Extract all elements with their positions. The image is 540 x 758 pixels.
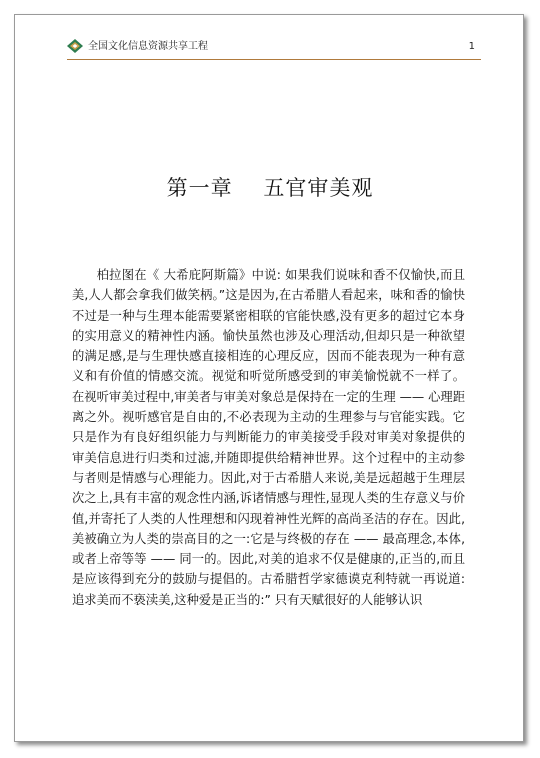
chapter-title: 第一章 五官审美观	[166, 176, 374, 200]
header-title: 全国文化信息资源共享工程	[88, 41, 208, 52]
page-number: 1	[468, 41, 475, 52]
body-paragraph: 柏拉图在《 大希庇阿斯篇》中说: 如果我们说味和香不仅愉快,而且美,人人都会拿我们做笑柄。”这是因为,在古希腊人看起来，味和香的愉快不过是一种与生理本能需要紧密相联的官能快感,没有更多的超过它本身的实用意义的精神性内涵。愉快虽然也涉及心理活动,但却只是一种欲望的满足感,是与生理快感直接相连的心理反应，因而不能表现为一种有意义和有价值的情感交流。视觉和听觉所感受到的审美愉悦就不一样了。在视听审美过程中,审美者与审美对象总是保持在一定的生理 —— 心理距离之外。视听感官是自由的,不必表现为主动的生理参与与官能实践。它只是作为有良好组织能力与判断能力的审美接受手段对审美对象提供的审美信息进行归类和过滤,并随即提供给精神世界。这个过程中的主动参与者则是情感与心理能力。因此,对于古希腊人来说,美是远超越于生理层次之上,具有丰富的观念性内涵,诉诸情感与理性,显现人类的生存意义与价值,并寄托了人类的人性理想和闪现着神性光辉的高尚圣洁的存在。因此,美被确立为人类的崇高目的之一:它是与终极的存在 —— 最高理念,本体,或者上帝等等 —— 同一的。因此,对美的追求不仅是健康的,正当的,而且是应该得到充分的鼓励与提倡的。古希腊哲学家德谟克利特就一再说道: 追求美而不亵渎美,这种爱是正当的:” 只有天赋很好的人能够认识	[72, 268, 465, 607]
page-header	[67, 37, 481, 60]
diamond-book-logo-icon	[67, 39, 83, 53]
document-page	[14, 14, 524, 742]
